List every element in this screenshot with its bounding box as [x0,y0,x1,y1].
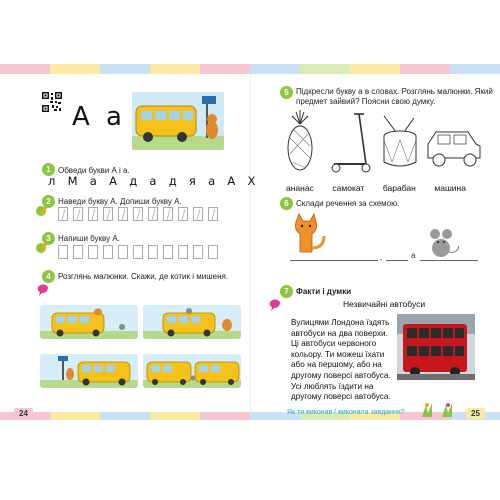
task-5-instruction-line1: Підкресли букву а в словах. Розглянь малюнки. Який [296,87,493,96]
sentence-scheme-word-a: а [411,251,416,260]
task-2-instruction: Наведи букву А. Допиши букву А. [58,197,182,206]
writing-cell[interactable] [178,245,188,259]
qr-code-icon[interactable] [42,92,62,112]
stripe-segment [200,64,250,74]
bus-scene-cat-behind-bus [40,354,138,388]
task-5-outline-drawings [284,110,484,176]
stripe-segment [300,64,350,74]
writing-cell[interactable] [163,207,173,221]
heading-letters: А а [72,102,126,132]
task-1-instruction: Обведи букви А і а. [58,166,130,175]
task-3-writing-cells [58,245,218,259]
sentence-scheme-line [290,260,378,261]
writing-cell[interactable] [103,245,113,259]
writing-cell[interactable] [208,245,218,259]
page-gutter [250,74,251,414]
writing-cell[interactable] [133,245,143,259]
stripe-segment [50,412,100,420]
stripe-segment [400,64,450,74]
stripe-segment [50,64,100,74]
writing-cell[interactable] [193,245,203,259]
writing-cell[interactable] [208,207,218,221]
writing-cell[interactable] [73,207,83,221]
sentence-scheme-comma: , [380,253,383,262]
stripe-segment [100,412,150,420]
word-item: барабан [382,183,416,193]
mouse-illustration [425,228,461,258]
task-5-word-list [286,183,466,193]
writing-cell[interactable] [178,207,188,221]
writing-cell[interactable] [88,207,98,221]
writing-cell[interactable] [133,207,143,221]
word-item: ананас [286,183,314,193]
stripe-segment [150,64,200,74]
writing-cell[interactable] [193,207,203,221]
stripe-segment [0,64,50,74]
task-number-6: 6 [280,197,293,210]
writing-cell[interactable] [118,245,128,259]
word-item: самокат [332,183,365,193]
task-number-2: 2 [42,195,55,208]
story-body: Вулицями Лондона їздять автобуси на два поверхи. Ці автобуси червоного кольору. Ти можеш їхати або на першому, або на другому поверсі автобуса. Усі люблять їздити на другому поверсі автобуса. [291,318,391,402]
story-title: Незвичайні автобуси [343,299,426,309]
stripe-segment [250,64,300,74]
self-assessment-icons[interactable] [418,401,460,419]
speaking-icon [268,298,282,312]
writing-cell[interactable] [58,207,68,221]
writing-cell[interactable] [88,245,98,259]
london-bus-photo [397,314,475,380]
writing-cell[interactable] [148,245,158,259]
task-4-instruction: Розглянь малюнки. Скажи, де котик і мишеня. [58,272,229,281]
page-number-left: 24 [14,408,33,419]
writing-cell[interactable] [118,207,128,221]
stripe-segment [100,64,150,74]
task-1-letters: л М а А д а д я а А Х [48,174,260,188]
writing-cell[interactable] [163,245,173,259]
top-color-stripe [0,64,500,74]
bus-scene-cat-on-bus [40,305,138,339]
sentence-scheme-line [386,260,408,261]
task-2-writing-cells [58,207,218,221]
task-6-instruction: Склади речення за схемою. [296,199,400,208]
stripe-segment [350,64,400,74]
task-number-1: 1 [42,163,55,176]
task-number-7: 7 [280,285,293,298]
task-7-heading: Факти і думки [296,287,352,296]
stripe-segment [150,412,200,420]
page-number-right: 25 [466,408,485,419]
bus-stop-illustration [132,92,224,150]
bus-scene-mouse-behind-bus [143,354,241,388]
speaking-icon [36,283,50,297]
task-3-instruction: Напиши букву А. [58,234,120,243]
writing-cell[interactable] [103,207,113,221]
task-5-instruction-line2: предмет зайвий? Поясни свою думку. [296,97,436,106]
self-check-question: Як ти виконав / виконала завдання? [287,409,405,416]
cat-illustration [290,212,330,258]
writing-cell[interactable] [148,207,158,221]
writing-cell[interactable] [73,245,83,259]
writing-cell[interactable] [58,245,68,259]
stripe-segment [200,412,250,420]
task-number-4: 4 [42,270,55,283]
word-item: машина [434,183,466,193]
task-number-5: 5 [280,86,293,99]
sentence-scheme-line [420,260,478,261]
stripe-segment [450,64,500,74]
task-number-3: 3 [42,232,55,245]
bus-scene-mouse-on-bus [143,305,241,339]
